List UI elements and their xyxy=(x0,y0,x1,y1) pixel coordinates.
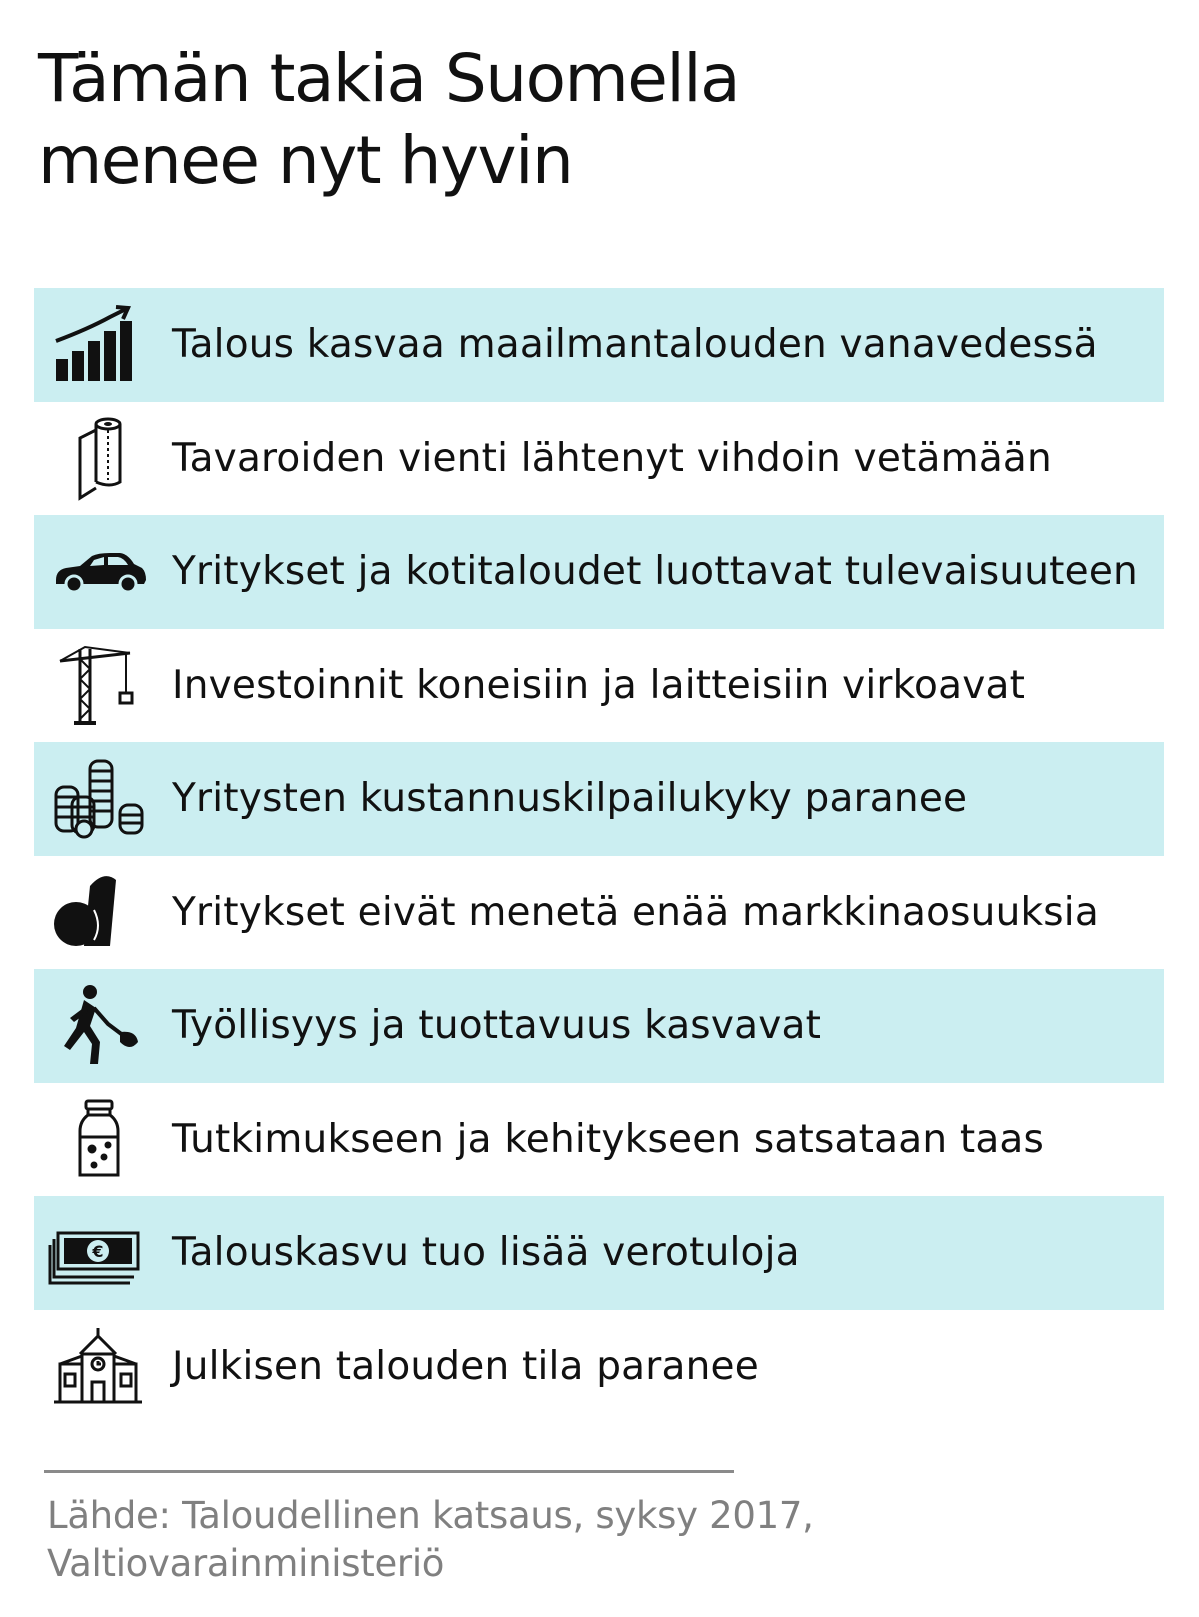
list-item xyxy=(34,969,1164,1083)
source-note xyxy=(47,1492,814,1588)
item-label: Tavaroiden vienti lähtenyt vihdoin vetämään xyxy=(172,435,1052,481)
list-item xyxy=(34,742,1164,856)
growth-chart-icon xyxy=(50,303,148,387)
item-label: Talouskasvu tuo lisää verotuloja xyxy=(172,1230,800,1276)
list-item xyxy=(34,1083,1164,1197)
source-line-2: Valtiovarainministeriö xyxy=(47,1542,445,1585)
svg-text:€: € xyxy=(92,1241,104,1261)
list-item xyxy=(34,1196,1164,1310)
list-item xyxy=(34,629,1164,743)
item-label: Investoinnit koneisiin ja laitteisiin virkoavat xyxy=(172,662,1026,708)
source-line-1: Lähde: Taloudellinen katsaus, syksy 2017, xyxy=(47,1494,814,1537)
list-item xyxy=(34,402,1164,516)
crane-icon xyxy=(50,643,148,727)
item-label: Työllisyys ja tuottavuus kasvavat xyxy=(172,1003,822,1049)
reasons-list xyxy=(34,288,1164,1423)
list-item xyxy=(34,288,1164,402)
divider xyxy=(44,1470,734,1473)
worker-shovel-icon xyxy=(50,984,148,1068)
list-item xyxy=(34,1310,1164,1424)
coin-stacks-icon xyxy=(50,757,148,841)
item-label: Yritykset ja kotitaloudet luottavat tulevaisuuteen xyxy=(172,549,1138,595)
item-label: Tutkimukseen ja kehitykseen satsataan taas xyxy=(172,1116,1045,1162)
lab-jar-icon xyxy=(50,1097,148,1181)
item-label: Julkisen talouden tila paranee xyxy=(172,1343,759,1389)
public-building-icon xyxy=(50,1324,148,1408)
item-label: Yritykset eivät menetä enää markkinaosuuksia xyxy=(172,889,1099,935)
car-icon xyxy=(50,530,148,614)
item-label: Yritysten kustannuskilpailukyky paranee xyxy=(172,776,968,822)
page-title xyxy=(38,38,739,202)
item-label: Talous kasvaa maailmantalouden vanavedessä xyxy=(172,322,1098,368)
list-item xyxy=(34,515,1164,629)
steel-pipe-icon xyxy=(50,870,148,954)
title-line-1: Tämän takia Suomella xyxy=(38,40,740,117)
paper-roll-icon xyxy=(50,416,148,500)
list-item xyxy=(34,856,1164,970)
euro-banknotes-icon xyxy=(50,1211,148,1295)
title-line-2: menee nyt hyvin xyxy=(38,122,573,199)
